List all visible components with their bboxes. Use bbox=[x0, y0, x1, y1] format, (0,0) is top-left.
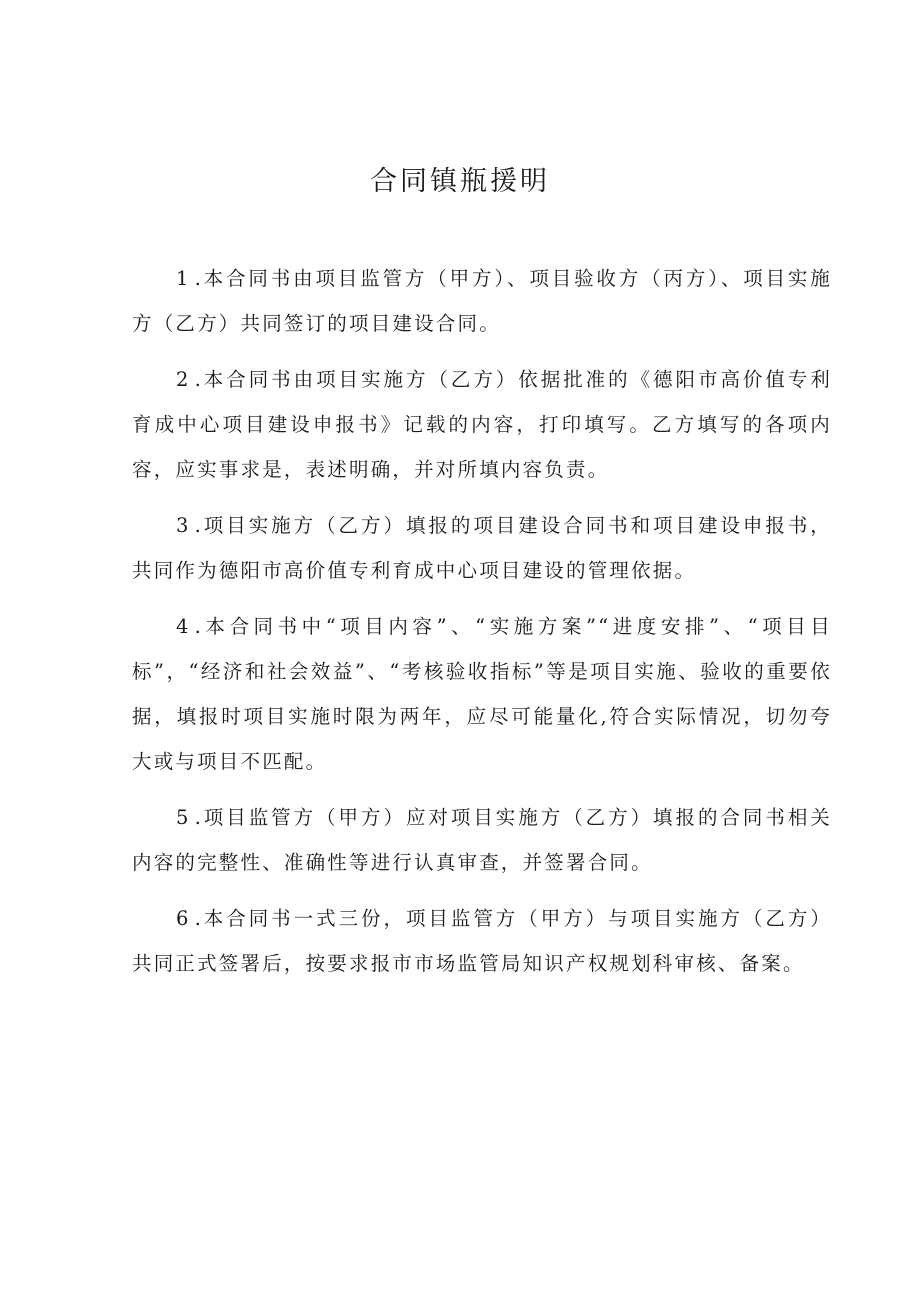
clause-number: 6 bbox=[176, 907, 191, 930]
clause-item bbox=[132, 503, 832, 593]
clause-number: 1 bbox=[176, 267, 191, 290]
clause-number: 5 bbox=[176, 806, 191, 829]
clause-number: 2 bbox=[176, 368, 191, 391]
document-title: 合同镇瓶援明 bbox=[370, 166, 550, 197]
clause-item bbox=[132, 256, 832, 346]
clause-text: .本合同书中“项目内容”、“实施方案”“进度安排”、“项目目标”，“经济和社会效益”、“考核验收指标”等是项目实施、验收的重要依据，填报时项目实施时限为两年，应尽可能量化,符合实际情况，切勿夸大或与项目不匹配。 bbox=[132, 615, 832, 773]
clause-text: .项目监管方（甲方）应对项目实施方（乙方）填报的合同书相关内容的完整性、准确性等进行认真审查，并签署合同。 bbox=[132, 806, 832, 874]
clause-number: 4 bbox=[176, 615, 191, 638]
clause-number: 3 bbox=[176, 514, 191, 537]
clause-text: .本合同书由项目实施方（乙方）依据批准的《德阳市高价值专利育成中心项目建设申报书》记载的内容，打印填写。乙方填写的各项内容，应实事求是，表述明确，并对所填内容负责。 bbox=[132, 368, 832, 481]
clause-text: .本合同书由项目监管方（甲方）、项目验收方（丙方）、项目实施方（乙方）共同签订的项目建设合同。 bbox=[132, 267, 832, 335]
clause-item bbox=[132, 357, 832, 492]
clause-item bbox=[132, 795, 832, 885]
clause-list bbox=[132, 256, 832, 997]
clause-text: .项目实施方（乙方）填报的项目建设合同书和项目建设申报书，共同作为德阳市高价值专利育成中心项目建设的管理依据。 bbox=[132, 514, 832, 582]
clause-item bbox=[132, 604, 832, 784]
clause-text: .本合同书一式三份，项目监管方（甲方）与项目实施方（乙方）共同正式签署后，按要求报市市场监管局知识产权规划科审核、备案。 bbox=[132, 907, 832, 975]
clause-item bbox=[132, 896, 832, 986]
